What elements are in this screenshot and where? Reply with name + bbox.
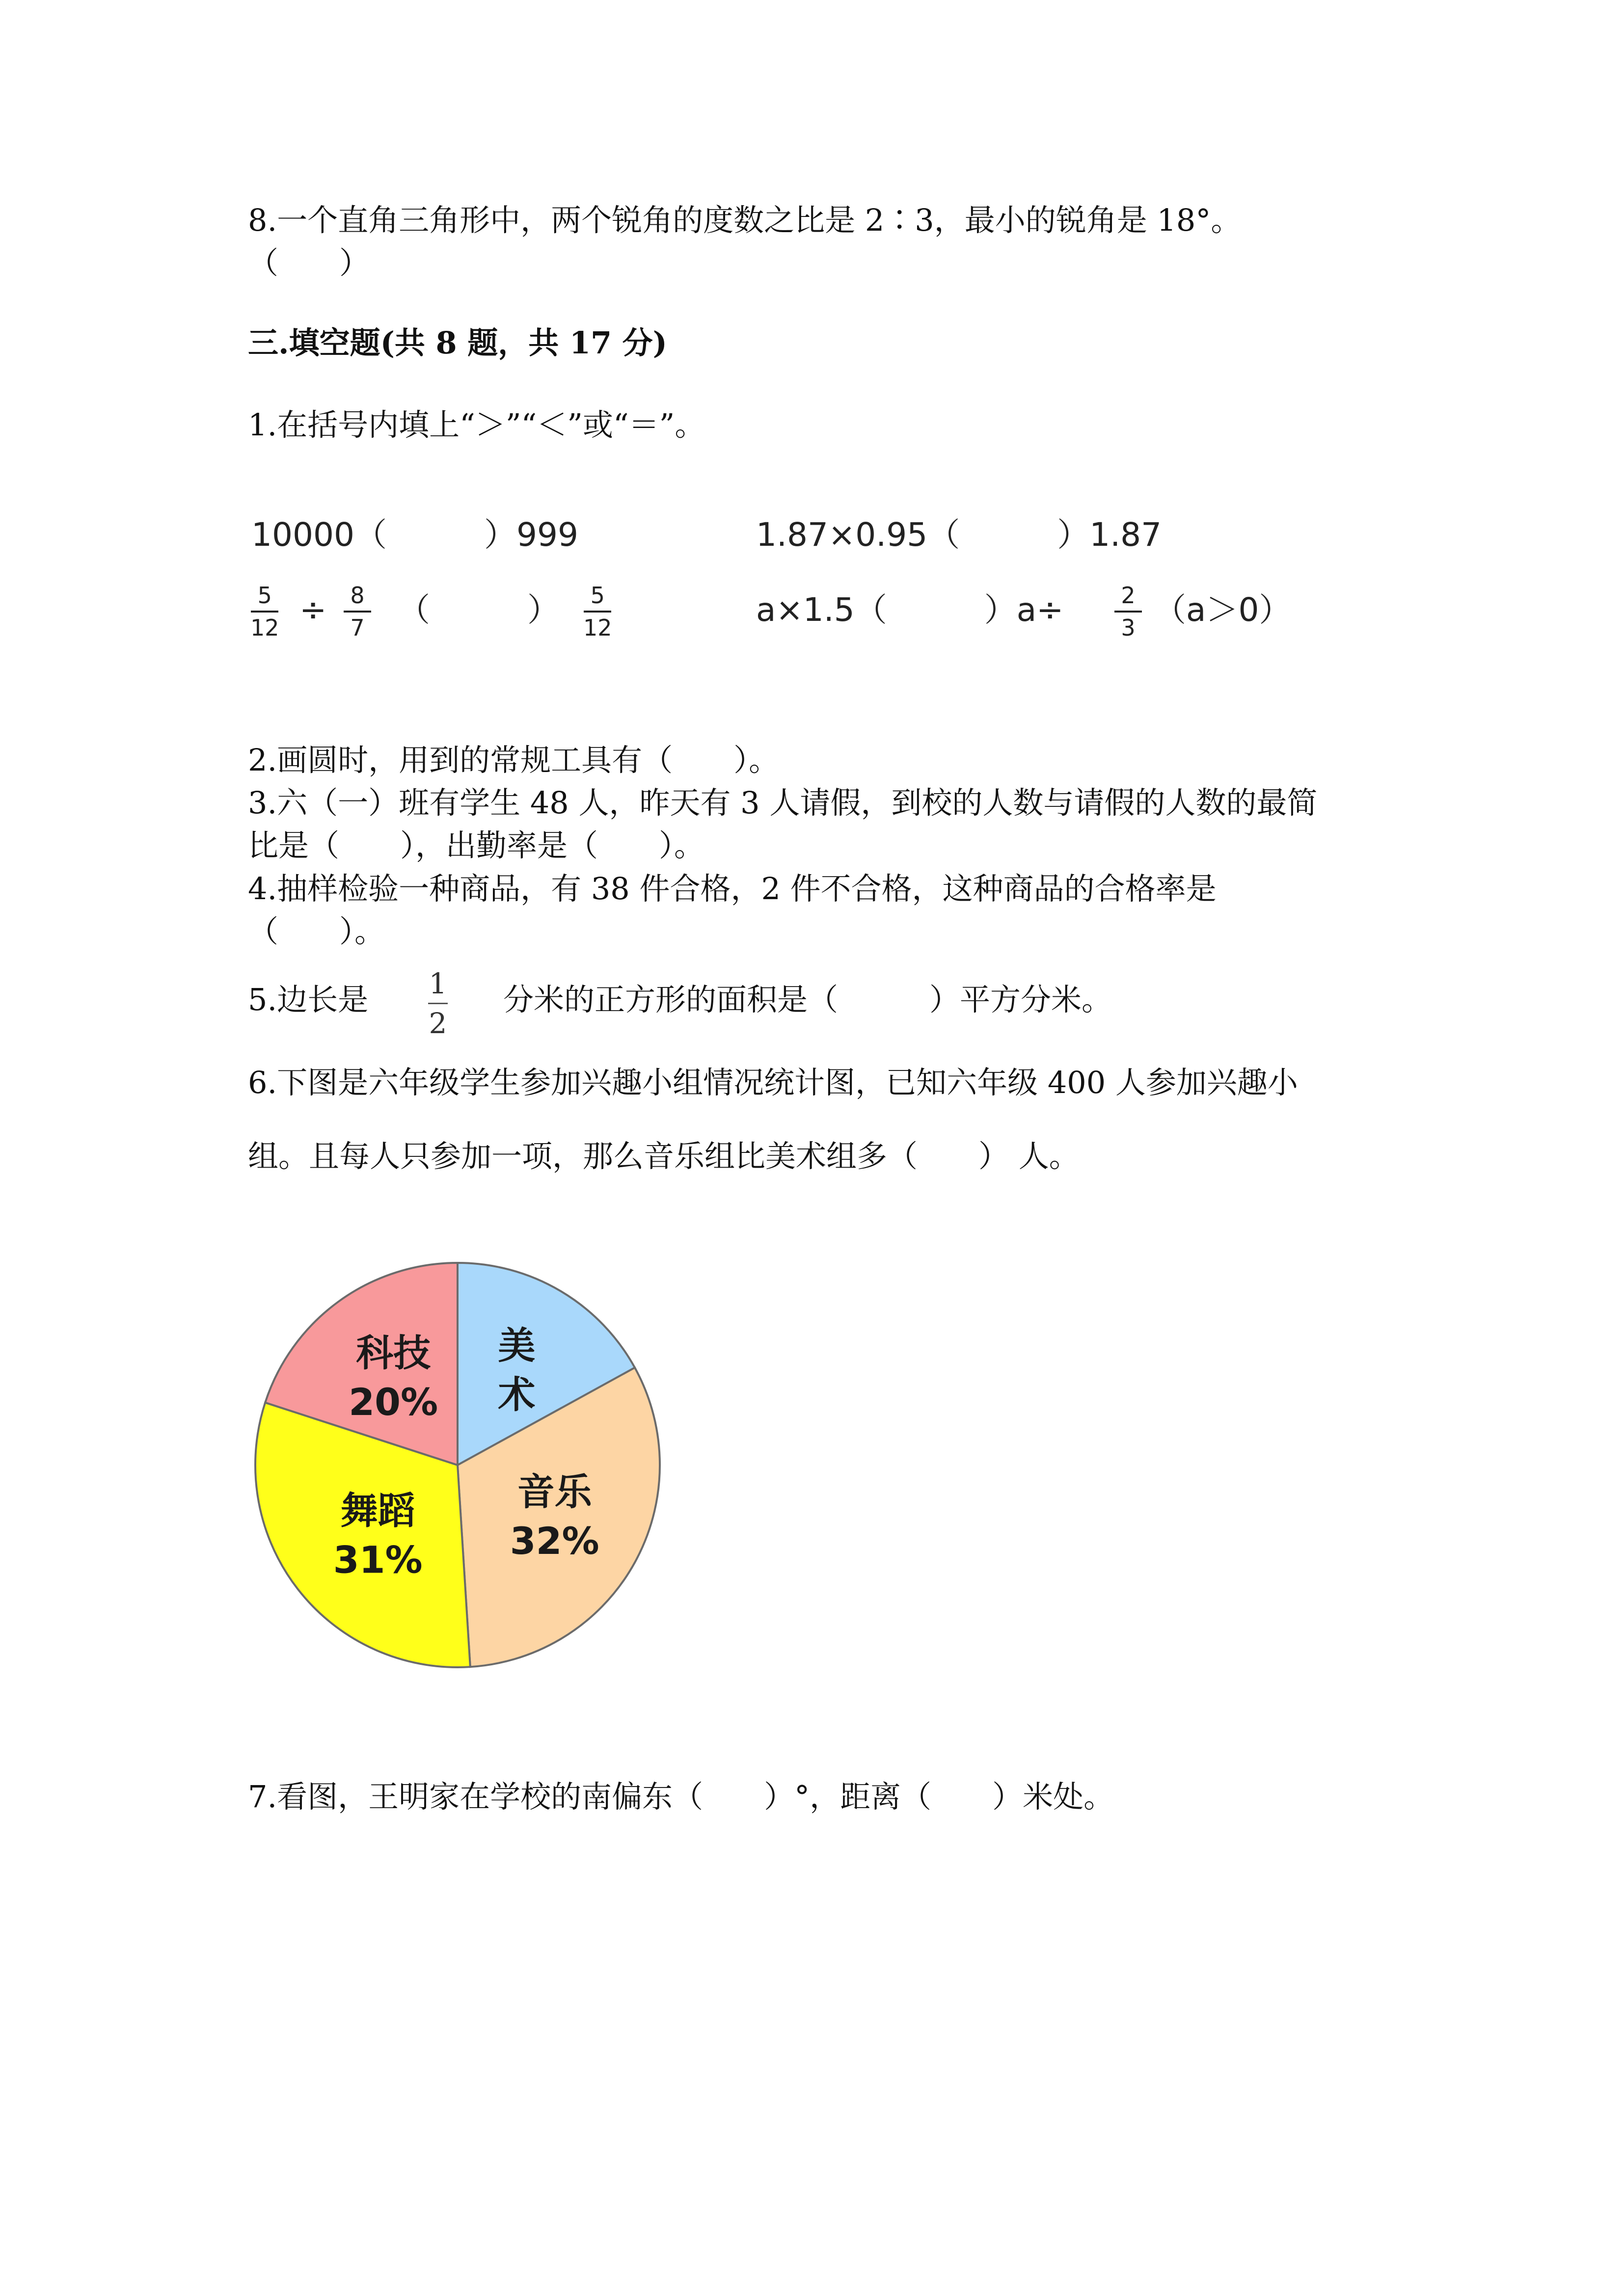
fill-7: 7.看图，王明家在学校的南偏东（ ）°，距离（ ）米处。	[248, 1779, 1114, 1815]
fraction-denominator: 12	[250, 614, 279, 641]
fraction-denominator: 2	[429, 1007, 447, 1040]
fill-1-row-1-left: 10000（ ）999	[251, 516, 578, 554]
fill-1-blank: （ ）	[398, 591, 560, 629]
pie-value-label-科技: 20%	[349, 1380, 438, 1424]
fraction-denominator: 3	[1121, 614, 1136, 641]
fill-4-line-1: 4.抽样检验一种商品，有 38 件合格，2 件不合格，这种商品的合格率是	[248, 871, 1217, 907]
pie-value-label-舞蹈: 31%	[333, 1538, 423, 1582]
fraction-numerator: 5	[257, 582, 272, 609]
fill-1-row-2-right-expression: a×1.5（ ）a÷	[756, 591, 1064, 629]
question-8-line-1: 8.一个直角三角形中，两个锐角的度数之比是 2∶3，最小的锐角是 18°。	[248, 202, 1242, 238]
fill-5-suffix: 分米的正方形的面积是（ ）平方分米。	[503, 982, 1112, 1017]
fill-3-line-1: 3.六（一）班有学生 48 人，昨天有 3 人请假，到校的人数与请假的人数的最简	[248, 785, 1318, 821]
section-3-title: 三.填空题(共 8 题，共 17 分)	[248, 325, 668, 361]
fill-5-prefix: 5.边长是	[248, 982, 369, 1017]
fill-1-divide-sign: ÷	[299, 591, 327, 629]
fill-6-line-1: 6.下图是六年级学生参加兴趣小组情况统计图，已知六年级 400 人参加兴趣小	[248, 1065, 1298, 1100]
question-8-answer-blank: （ ）	[248, 245, 370, 281]
fraction-numerator: 1	[429, 967, 447, 1000]
fraction-denominator: 12	[583, 614, 612, 641]
fraction-numerator: 5	[590, 582, 605, 609]
fraction-numerator: 8	[350, 582, 365, 609]
fill-4-line-2: （ ）。	[248, 913, 385, 949]
fill-6-line-2: 组。且每人只参加一项，那么音乐组比美术组多（ ） 人。	[248, 1138, 1080, 1174]
fill-1-condition: （a＞0）	[1154, 591, 1292, 629]
pie-label-美术-char: 美	[498, 1323, 536, 1367]
fraction-denominator: 7	[350, 614, 365, 641]
fill-1-row-1-right: 1.87×0.95（ ）1.87	[756, 516, 1162, 554]
pie-label-音乐: 音乐	[517, 1470, 592, 1514]
pie-label-科技: 科技	[356, 1331, 431, 1375]
pie-label-舞蹈: 舞蹈	[340, 1489, 415, 1533]
pie-value-label-音乐: 32%	[510, 1519, 599, 1563]
pie-label-美术-char: 术	[498, 1372, 536, 1416]
fill-2: 2.画圆时，用到的常规工具有（ ）。	[248, 742, 780, 778]
fill-3-line-2: 比是（ ），出勤率是（ ）。	[248, 828, 705, 863]
fraction-numerator: 2	[1121, 582, 1136, 609]
fill-1-prompt: 1.在括号内填上“＞”“＜”或“＝”。	[248, 407, 705, 443]
